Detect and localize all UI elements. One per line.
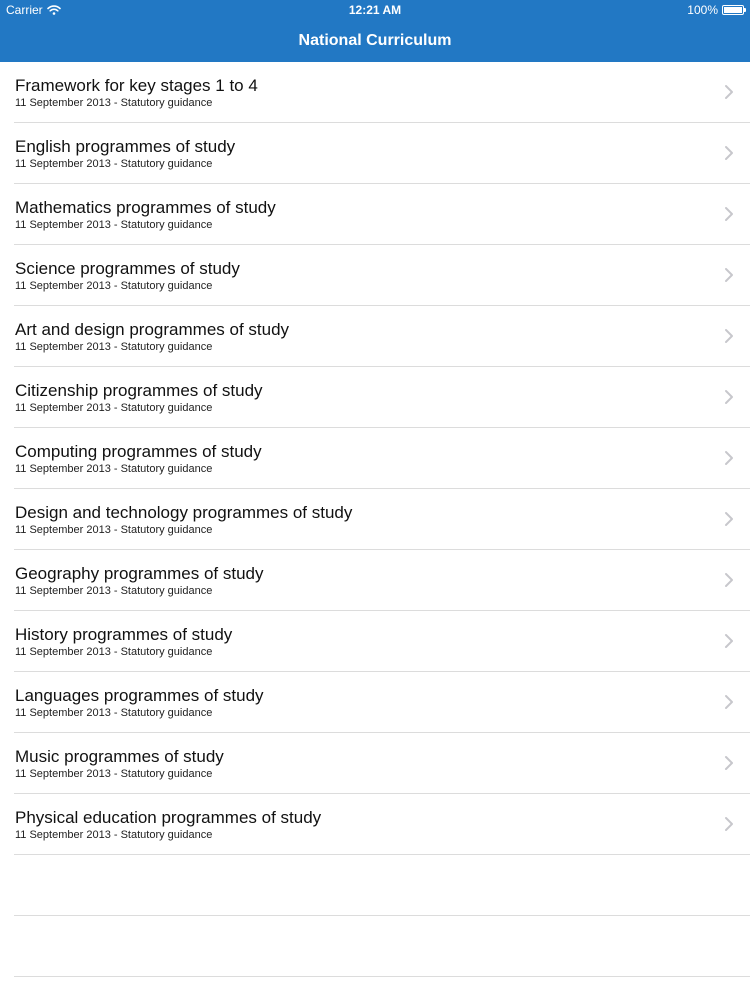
battery-percent: 100% xyxy=(687,3,718,17)
empty-row xyxy=(14,855,750,916)
chevron-right-icon xyxy=(724,205,734,223)
list-item-title: Music programmes of study xyxy=(15,747,224,766)
battery-group xyxy=(687,0,744,20)
list-item-subtitle: 11 September 2013 - Statutory guidance xyxy=(15,768,213,780)
list-item-subtitle: 11 September 2013 - Statutory guidance xyxy=(15,707,213,719)
list-item-9[interactable] xyxy=(14,550,750,611)
list-item-8[interactable] xyxy=(14,489,750,550)
list-item-5[interactable] xyxy=(14,306,750,367)
list-item-10[interactable] xyxy=(14,611,750,672)
status-time: 12:21 AM xyxy=(348,3,402,17)
chevron-right-icon xyxy=(724,266,734,284)
battery-fill xyxy=(724,7,742,13)
list-item-subtitle: 11 September 2013 - Statutory guidance xyxy=(15,219,213,231)
list-item-title: Geography programmes of study xyxy=(15,564,264,583)
list-item-12[interactable] xyxy=(14,733,750,794)
list-item-subtitle: 11 September 2013 - Statutory guidance xyxy=(15,158,213,170)
chevron-right-icon xyxy=(724,510,734,528)
chevron-right-icon xyxy=(724,693,734,711)
chevron-right-icon xyxy=(724,327,734,345)
list-item-title: Framework for key stages 1 to 4 xyxy=(15,76,258,95)
list-item-title: Citizenship programmes of study xyxy=(15,381,263,400)
list-item-subtitle: 11 September 2013 - Statutory guidance xyxy=(15,829,213,841)
list-item-7[interactable] xyxy=(14,428,750,489)
page-title: National Curriculum xyxy=(298,32,452,49)
list-item-title: English programmes of study xyxy=(15,137,236,156)
document-list xyxy=(0,62,750,977)
empty-row xyxy=(14,916,750,977)
list-item-subtitle: 11 September 2013 - Statutory guidance xyxy=(15,524,213,536)
list-item-2[interactable] xyxy=(14,123,750,184)
chevron-right-icon xyxy=(724,449,734,467)
list-item-subtitle: 11 September 2013 - Statutory guidance xyxy=(15,97,213,109)
list-item-11[interactable] xyxy=(14,672,750,733)
chevron-right-icon xyxy=(724,754,734,772)
list-item-title: Design and technology programmes of study xyxy=(15,503,353,522)
list-item-title: Science programmes of study xyxy=(15,259,240,278)
list-item-title: Computing programmes of study xyxy=(15,442,262,461)
status-bar xyxy=(0,0,750,20)
chevron-right-icon xyxy=(724,815,734,833)
list-item-4[interactable] xyxy=(14,245,750,306)
chevron-right-icon xyxy=(724,144,734,162)
list-item-3[interactable] xyxy=(14,184,750,245)
list-item-subtitle: 11 September 2013 - Statutory guidance xyxy=(15,585,213,597)
list-item-subtitle: 11 September 2013 - Statutory guidance xyxy=(15,280,213,292)
list-item-title: History programmes of study xyxy=(15,625,233,644)
chevron-right-icon xyxy=(724,388,734,406)
list-item-subtitle: 11 September 2013 - Statutory guidance xyxy=(15,646,213,658)
chevron-right-icon xyxy=(724,83,734,101)
list-item-title: Languages programmes of study xyxy=(15,686,264,705)
list-item-title: Mathematics programmes of study xyxy=(15,198,276,217)
chevron-right-icon xyxy=(724,571,734,589)
list-item-13[interactable] xyxy=(14,794,750,855)
list-item-title: Physical education programmes of study xyxy=(15,808,322,827)
battery-icon xyxy=(722,5,744,15)
list-item-subtitle: 11 September 2013 - Statutory guidance xyxy=(15,463,213,475)
carrier-label: Carrier xyxy=(6,3,43,17)
chevron-right-icon xyxy=(724,632,734,650)
list-item-6[interactable] xyxy=(14,367,750,428)
list-item-subtitle: 11 September 2013 - Statutory guidance xyxy=(15,402,213,414)
list-item-subtitle: 11 September 2013 - Statutory guidance xyxy=(15,341,213,353)
list-item-1[interactable] xyxy=(14,62,750,123)
top-bar xyxy=(0,0,750,62)
list-item-title: Art and design programmes of study xyxy=(15,320,290,339)
